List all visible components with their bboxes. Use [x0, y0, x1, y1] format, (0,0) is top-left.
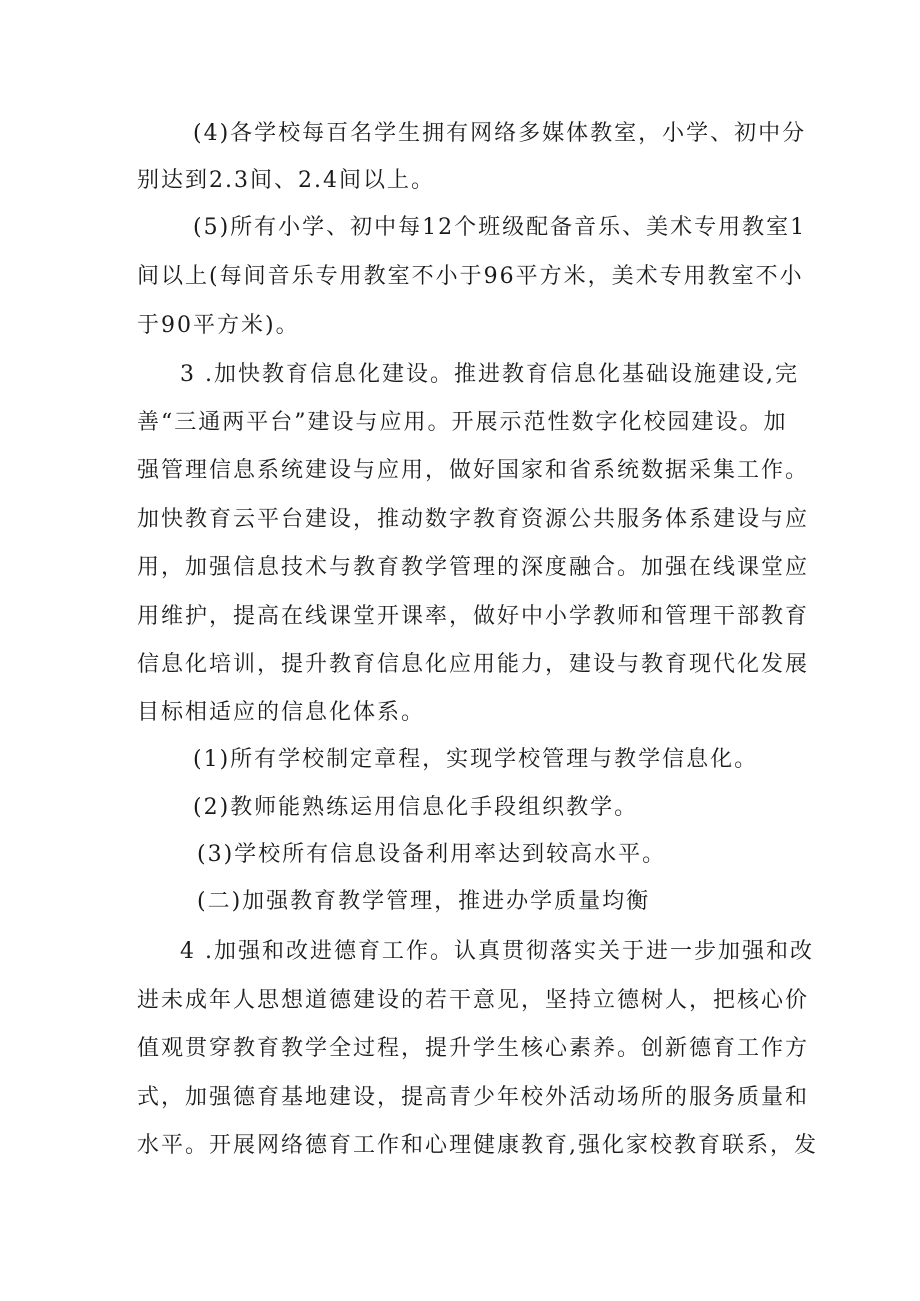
text-line: 间以上(每间音乐专用教室不小于96平方米，美术专用教室不小	[137, 264, 804, 289]
text-line: 式，加强德育基地建设，提高青少年校外活动场所的服务质量和	[137, 1085, 810, 1110]
text-line: 进未成年人思想道德建设的若干意见，坚持立德树人，把核心价	[137, 988, 810, 1013]
text-line: (1)所有学校制定章程，实现学校管理与教学信息化。	[193, 747, 759, 772]
text-line: (2)教师能熟练运用信息化手段组织教学。	[193, 795, 639, 820]
text-line: 3 .加快教育信息化建设。推进教育信息化基础设施建设,完	[180, 362, 799, 387]
text-line: 4 .加强和改进德育工作。认真贯彻落实关于进一步加强和改	[180, 939, 814, 964]
text-line: 于90平方米)。	[137, 313, 300, 338]
text-line: (3)学校所有信息设备利用率达到较高水平。	[197, 842, 667, 867]
text-line: 水平。开展网络德育工作和心理健康教育,强化家校教育联系，发	[137, 1133, 818, 1158]
text-line: 善“三通两平台”建设与应用。开展示范性数字化校园建设。加	[137, 410, 788, 435]
text-line: 强管理信息系统建设与应用，做好国家和省系统数据采集工作。	[137, 458, 810, 483]
text-line: 加快教育云平台建设，推动数字教育资源公共服务体系建设与应	[137, 507, 810, 532]
text-line: 用，加强信息技术与教育教学管理的深度融合。加强在线课堂应	[137, 555, 810, 580]
text-line: 别达到2.3间、2.4间以上。	[137, 168, 435, 193]
section-heading: (二)加强教育教学管理，推进办学质量均衡	[197, 889, 651, 914]
text-line: 用维护，提高在线课堂开课率，做好中小学教师和管理干部教育	[137, 604, 810, 629]
text-line: (4)各学校每百名学生拥有网络多媒体教室，小学、初中分	[193, 121, 807, 146]
text-line: 值观贯穿教育教学全过程，提升学生核心素养。创新德育工作方	[137, 1036, 810, 1061]
text-line: 信息化培训，提升教育信息化应用能力，建设与教育现代化发展	[137, 652, 810, 677]
text-line: 目标相适应的信息化体系。	[137, 700, 426, 725]
text-line: (5)所有小学、初中每12个班级配备音乐、美术专用教室1	[193, 215, 807, 240]
